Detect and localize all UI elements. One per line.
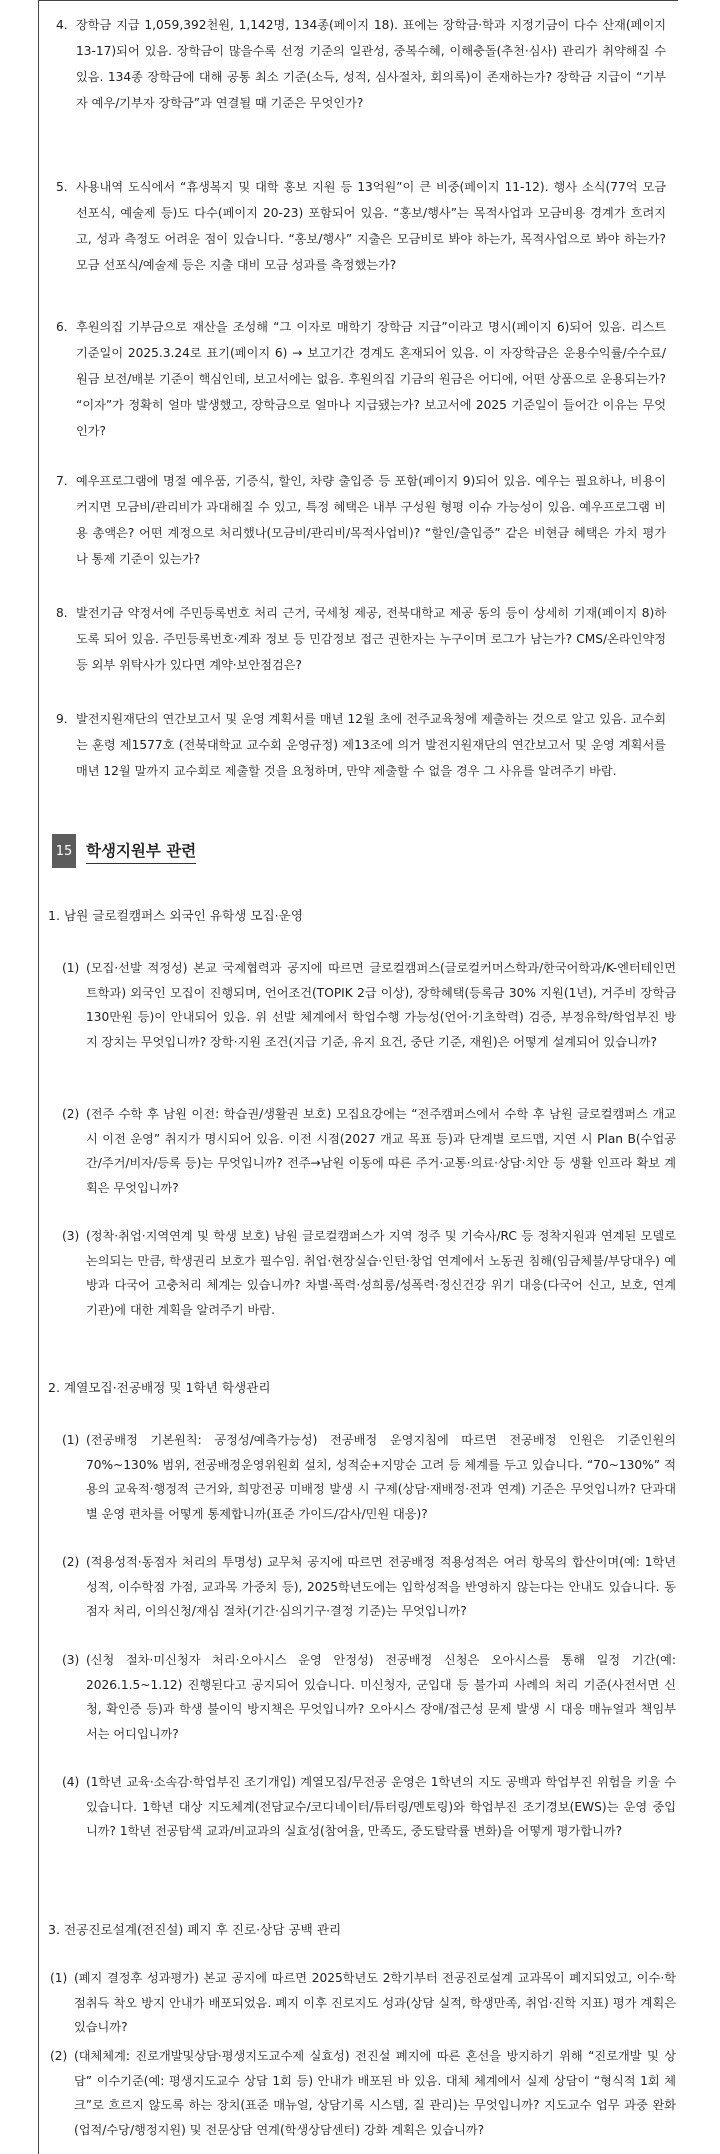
list-item-text: (적용성적·동점자 처리의 투명성) 교무처 공지에 따르면 전공배정 적용성적은 여러 항목의 합산이며(예: 1학년 성적, 이수학점 가점, 교과목 가중치 등), 2025학년도에는 입학성적을 반영하지 않는다는 안내도 있습니다. 동점자 처리, 이의신청/재심 절차(기간·심의기구·결정 기준)는 무엇입니까? <box>86 1555 676 1618</box>
question-number: 8. <box>56 606 68 620</box>
question-number: 5. <box>56 180 68 194</box>
list-item <box>62 956 676 1054</box>
question-text: 발전기금 약정서에 주민등록번호 처리 근거, 국세청 제공, 전북대학교 제공 동의 등이 상세히 기재(페이지 8)하도록 되어 있음. 주민등록번호·계좌 정보 등 민감정보 접근 권한자는 누구이며 로그가 남는가? CMS/온라인약정 등 외부 위탁사가 있다면 계약·보안점검은? <box>76 606 666 672</box>
list-item-text: (1학년 교육·소속감·학업부진 조기개입) 계열모집/무전공 운영은 1학년의 지도 공백과 학업부진 위험을 키울 수 있습니다. 1학년 대상 지도체계(전담교수/코디네이터/튜터링/멘토링)와 학업부진 조기경보(EWS)는 운영 중입니까? 1학년 전공탐색 교과/비교과의 실효성(참여율, 만족도, 중도탈락률 변화)을 어떻게 평가합니까? <box>86 1775 676 1838</box>
question-number: 6. <box>56 320 68 334</box>
list-item-text: (신청 절차·미신청자 처리·오아시스 운영 안정성) 전공배정 신청은 오아시스를 통해 일정 기간(예: 2026.1.5~1.12) 진행된다고 공지되어 있습니다. 미신청자, 군입대 등 불가피 사례의 처리 기준(사전서면 신청, 확인증 등)과 학생 불이익 방지책은 무엇입니까? 오아시스 장애/접근성 문제 발생 시 대응 매뉴얼과 책임부서는 어디입니까? <box>86 1653 676 1741</box>
question-7 <box>56 468 666 572</box>
list-item-text: (전공배정 기본원칙: 공정성/예측가능성) 전공배정 운영지침에 따르면 전공배정 인원은 기준인원의 70%~130% 범위, 전공배정운영위원회 설치, 성적순+지망순 고려 등 체계를 두고 있습니다. “70~130%” 적용의 교육적·행정적 근거와, 희망전공 미배정 발생 시 구제(상담·재배정·전과 연계) 기준은 무엇입니까? 단과대별 운영 편차를 어떻게 통제합니까(표준 가이드/감사/민원 대응)? <box>86 1433 676 1521</box>
question-text: 장학금 지급 1,059,392천원, 1,142명, 134종(페이지 18). 표에는 장학금·학과 지정기금이 다수 산재(페이지 13-17)되어 있음. 장학금이 많을수록 선정 기준의 일관성, 중복수혜, 이해충돌(추천·심사) 관리가 취약해질 수 있음. 134종 장학금에 대해 공통 최소 기준(소득, 성적, 심사절차, 회의록)이 존재하는가? 장학금 지급이 “기부자 예우/기부자 장학금”과 연결될 때 기준은 무엇인가? <box>76 18 666 110</box>
list-item <box>62 1428 676 1526</box>
list-item-text: (대체체계: 진로개발및상담·평생지도교수제 실효성) 전진설 폐지에 따른 혼선을 방지하기 위해 “진로개발 및 상담” 이수기준(예: 평생지도교수 상담 1회 등) 안내가 배포된 바 있음. 대체 체계에서 실제 상담이 “형식적 1회 체크”로 흐르지 않도록 하는 장치(표준 매뉴얼, 상담기록 시스템, 질 관리)는 무엇입니까? 지도교수 업무 과중 완화(업적/수당/행정지원) 및 전문상담 연계(학생상담센터) 강화 계획은 있습니까? <box>74 2049 676 2137</box>
list-item-label: (2) <box>62 1555 80 1569</box>
list-item <box>62 1102 676 1200</box>
list-item-label: (3) <box>62 1653 80 1667</box>
list-item <box>62 1770 676 1844</box>
subsection-title-1: 1. 남원 글로컬캠퍼스 외국인 유학생 모집·운영 <box>48 908 304 923</box>
list-item-text: (정착·취업·지역연계 및 학생 보호) 남원 글로컬캠퍼스가 지역 정주 및 기숙사/RC 등 정착지원과 연계된 모델로 논의되는 만큼, 학생권리 보호가 필수임. 취업·현장실습·인턴·창업 연계에서 노동권 침해(임금체불/부당대우) 예방과 다국어 고충처리 체계는 있습니까? 차별·폭력·성희롱/성폭력·정신건강 위기 대응(다국어 신고, 보호, 연계기관)에 대한 계획을 알려주기 바람. <box>86 1229 676 1317</box>
frame-border-left <box>38 0 39 2154</box>
list-item-text: (폐지 결정후 성과평가) 본교 공지에 따르면 2025학년도 2학기부터 전공진로설계 교과목이 폐지되었고, 이수·학점취득 착오 방지 안내가 배포되었음. 폐지 이후 진로지도 성과(상담 실적, 학생만족, 취업·진학 지표) 평가 계획은 있습니까? <box>74 1971 676 2034</box>
subsection-title-2: 2. 계열모집·전공배정 및 1학년 학생관리 <box>48 1380 271 1395</box>
list-item-label: (3) <box>62 1229 80 1243</box>
list-item-label: (1) <box>50 1971 68 1985</box>
list-item-label: (1) <box>62 1433 80 1447</box>
question-8 <box>56 600 666 678</box>
list-item <box>62 1550 676 1624</box>
list-item <box>62 1224 676 1322</box>
list-item <box>62 1648 676 1746</box>
list-item-label: (2) <box>62 1107 80 1121</box>
question-text: 후원의집 기부금으로 재산을 조성해 “그 이자로 매학기 장학금 지급”이라고 명시(페이지 6)되어 있음. 리스트 기준일이 2025.3.24로 표기(페이지 6) → 보고기간 경계도 혼재되어 있음. 이 자장학금은 운용수익률/수수료/원금 보전/배분 기준이 핵심인데, 보고서에는 없음. 후원의집 기금의 원금은 어디에, 어떤 상품으로 운용되는가? “이자”가 정확히 얼마 발생했고, 장학금으로 얼마나 지급됐는가? 보고서에 2025 기준일이 들어간 이유는 무엇인가? <box>76 320 666 438</box>
question-text: 예우프로그램에 명절 예우품, 기증식, 할인, 차량 출입증 등 포함(페이지 9)되어 있음. 예우는 필요하나, 비용이 커지면 모금비/관리비가 과대해질 수 있고, 특정 혜택은 내부 구성원 형평 이슈 가능성이 있음. 예우프로그램 비용 총액은? 어떤 계정으로 처리했나(모금비/관리비/목적사업비)? “할인/출입증” 같은 비현금 혜택은 가치 평가나 통제 기준이 있는가? <box>76 474 666 566</box>
list-item <box>50 2044 676 2142</box>
question-9 <box>56 706 666 784</box>
subsection-title-3: 3. 전공진로설계(전진설) 폐지 후 진로·상담 공백 관리 <box>48 1922 342 1937</box>
question-4 <box>56 12 666 116</box>
question-number: 7. <box>56 474 68 488</box>
list-item <box>50 1966 676 2040</box>
section-number-badge: 15 <box>52 834 76 868</box>
section-header <box>52 834 196 868</box>
list-item-label: (2) <box>50 2049 68 2063</box>
question-6 <box>56 314 666 444</box>
question-text: 사용내역 도식에서 “휴생복지 및 대학 홍보 지원 등 13억원”이 큰 비중(페이지 11-12). 행사 소식(77억 모금 선포식, 예술제 등)도 다수(페이지 20-23) 포함되어 있음. “홍보/행사”는 목적사업과 모금비용 경계가 흐려지고, 성과 측정도 어려운 점이 있습니다. “홍보/행사” 지출은 모금비로 봐야 하는가, 목적사업으로 봐야 하는가? 모금 선포식/예술제 등은 지출 대비 모금 성과를 측정했는가? <box>76 180 666 272</box>
section-title: 학생지원부 관련 <box>86 839 196 864</box>
question-number: 9. <box>56 712 68 726</box>
frame-border-top <box>38 0 678 1</box>
question-text: 발전지원재단의 연간보고서 및 운영 계획서를 매년 12월 초에 전주교육청에 제출하는 것으로 알고 있음. 교수회는 훈령 제1577호 (전북대학교 교수회 운영규정) 제13조에 의거 발전지원재단의 연간보고서 및 운영 계획서를 매년 12월 말까지 교수회로 제출할 것을 요청하며, 만약 제출할 수 없을 경우 그 사유를 알려주기 바람. <box>76 712 666 778</box>
list-item-label: (1) <box>62 961 80 975</box>
list-item-label: (4) <box>62 1775 80 1789</box>
list-item-text: (모집·선발 적정성) 본교 국제협력과 공지에 따르면 글로컬캠퍼스(글로컬커머스학과/한국어학과/K-엔터테인먼트학과) 외국인 모집이 진행되며, 언어조건(TOPIK 2급 이상), 장학혜택(등록금 30% 지원(1년), 거주비 장학금 130만원 등)이 안내되어 있음. 위 선발 체계에서 학업수행 가능성(언어·기초학력) 검증, 부정유학/학업부진 방지 장치는 무엇입니까? 장학·지원 조건(지급 기준, 유지 요건, 중단 기준, 재원)은 어떻게 설계되어 있습니까? <box>86 961 676 1049</box>
question-number: 4. <box>56 18 68 32</box>
list-item-text: (전주 수학 후 남원 이전: 학습권/생활권 보호) 모집요강에는 “전주캠퍼스에서 수학 후 남원 글로컬캠퍼스 개교 시 이전 운영” 취지가 명시되어 있음. 이전 시점(2027 개교 목표 등)과 단계별 로드맵, 지연 시 Plan B(수업공간/주거/비자/등록 등)는 무엇입니까? 전주→남원 이동에 따른 주거·교통·의료·상담·치안 등 생활 인프라 확보 계획은 무엇입니까? <box>86 1107 676 1195</box>
question-5 <box>56 174 666 278</box>
